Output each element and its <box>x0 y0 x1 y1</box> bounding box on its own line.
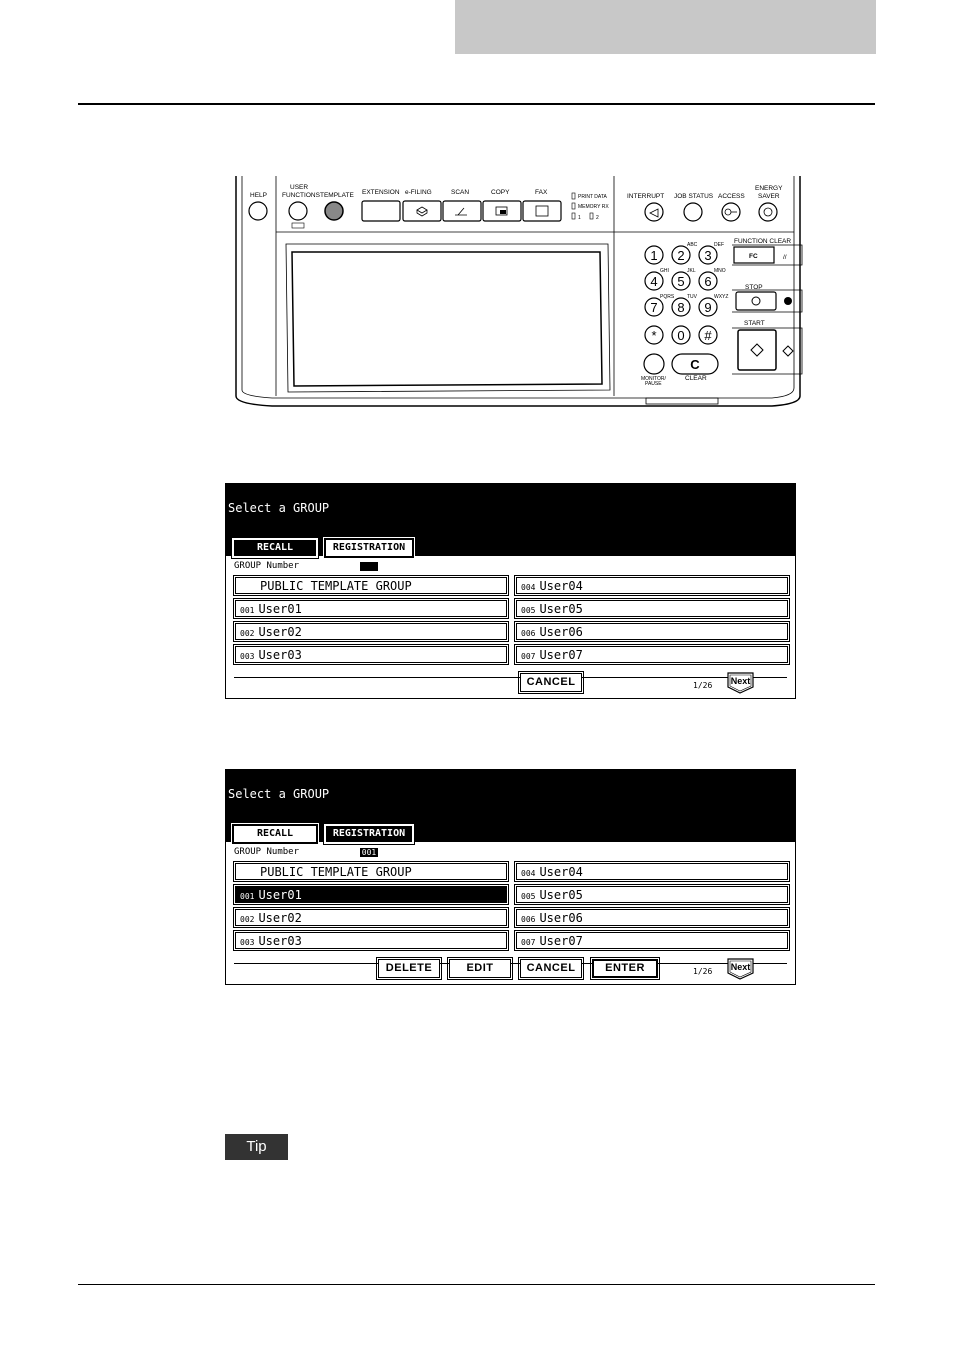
clear-label: CLEAR <box>685 375 707 382</box>
group-button[interactable] <box>235 600 507 617</box>
footer-divider <box>234 677 787 678</box>
keypad-key-letters: MNO <box>714 268 726 274</box>
tab-registration[interactable]: REGISTRATION <box>324 538 414 558</box>
group-name: User07 <box>539 648 583 662</box>
interrupt-button[interactable] <box>645 203 663 221</box>
group-name: User06 <box>539 625 583 639</box>
group-button[interactable] <box>235 646 507 663</box>
group-name: User06 <box>539 911 583 925</box>
extension-label: EXTENSION <box>362 189 400 196</box>
keypad-key-label: 4 <box>650 274 658 289</box>
group-name: User02 <box>258 625 302 639</box>
stop-button[interactable] <box>736 292 776 310</box>
svg-text:ENERGY: ENERGY <box>755 185 783 192</box>
group-number: 005 <box>521 892 536 901</box>
keypad-key-label: 5 <box>677 274 685 289</box>
clear-key-label: C <box>690 357 700 372</box>
group-number: 003 <box>240 652 255 661</box>
group-number: 005 <box>521 606 536 615</box>
group-button[interactable] <box>516 577 788 594</box>
svg-text:SAVER: SAVER <box>758 193 780 200</box>
group-number-label: GROUP Number <box>234 561 300 571</box>
group-name: User01 <box>258 602 302 616</box>
group-button[interactable] <box>516 909 788 926</box>
template-label: TEMPLATE <box>320 192 354 199</box>
group-button[interactable] <box>516 600 788 617</box>
header-rule <box>78 103 875 105</box>
line2-indicator: 2 <box>596 215 599 221</box>
interrupt-label: INTERRUPT <box>627 193 665 200</box>
help-label: HELP <box>250 192 267 199</box>
fax-button[interactable] <box>523 201 561 221</box>
keypad-key-label: 0 <box>677 328 685 343</box>
group-number: 007 <box>521 938 536 947</box>
group-button[interactable] <box>516 932 788 949</box>
tab-recall[interactable]: RECALL <box>232 824 318 844</box>
keypad-key-label: 6 <box>704 274 712 289</box>
group-number: 002 <box>240 915 255 924</box>
control-panel <box>232 174 804 410</box>
group-name: PUBLIC TEMPLATE GROUP <box>260 865 412 879</box>
group-name: User04 <box>539 865 583 879</box>
group-number: 004 <box>521 583 536 592</box>
group-number: 006 <box>521 915 536 924</box>
user-functions-button[interactable] <box>289 202 307 220</box>
keypad-key-letters: TUV <box>687 294 697 300</box>
next-label: Next <box>730 676 751 686</box>
group-number-label: GROUP Number <box>234 847 300 857</box>
efiling-button[interactable] <box>403 201 441 221</box>
svg-text:MONITOR/: MONITOR/ <box>641 376 666 382</box>
group-name: User03 <box>258 934 302 948</box>
next-button[interactable] <box>727 672 754 694</box>
recall-screen <box>225 483 796 699</box>
tip-badge: Tip <box>225 1134 288 1160</box>
group-number: 004 <box>521 869 536 878</box>
memory-rx-indicator: MEMORY RX <box>578 204 609 210</box>
keypad-key-label: # <box>704 328 712 343</box>
numeric-keypad <box>645 242 728 344</box>
group-button[interactable] <box>516 623 788 640</box>
enter-button[interactable]: ENTER <box>592 959 658 978</box>
group-name: User07 <box>539 934 583 948</box>
group-name: PUBLIC TEMPLATE GROUP <box>260 579 412 593</box>
svg-text://: // <box>783 254 787 261</box>
delete-button[interactable]: DELETE <box>378 959 440 978</box>
keypad-key-label: 7 <box>650 300 658 315</box>
group-button[interactable] <box>235 623 507 640</box>
group-name: User03 <box>258 648 302 662</box>
registration-screen <box>225 769 796 985</box>
tab-recall[interactable]: RECALL <box>232 538 318 558</box>
line1-indicator: 1 <box>578 215 581 221</box>
group-number: 007 <box>521 652 536 661</box>
keypad-key-letters: GHI <box>660 268 669 274</box>
keypad-key-label: 1 <box>650 248 658 263</box>
print-data-indicator: PRINT DATA <box>578 194 607 200</box>
keypad-key-letters: JKL <box>687 268 696 274</box>
svg-text:FUNCTIONS: FUNCTIONS <box>282 192 320 199</box>
function-clear-label: FUNCTION CLEAR <box>734 238 792 245</box>
group-name: User05 <box>539 888 583 902</box>
group-number-field[interactable] <box>360 562 378 571</box>
footer-rule <box>78 1284 875 1285</box>
group-number: 002 <box>240 629 255 638</box>
efiling-label: e-FILING <box>405 189 432 196</box>
access-label: ACCESS <box>718 193 745 200</box>
next-label: Next <box>730 962 751 972</box>
fc-label: FC <box>749 253 758 260</box>
stop-label: STOP <box>745 284 763 291</box>
monitor-pause-button[interactable] <box>644 354 664 374</box>
group-name: User04 <box>539 579 583 593</box>
tab-registration[interactable]: REGISTRATION <box>324 824 414 844</box>
keypad-key-label: 8 <box>677 300 685 315</box>
keypad-key-letters: ABC <box>687 242 698 248</box>
screen-title: Select a GROUP <box>228 787 330 801</box>
public-template-group-button[interactable] <box>235 577 507 594</box>
keypad-key-label: * <box>651 328 657 343</box>
chapter-header-box <box>455 0 876 54</box>
group-button[interactable] <box>516 863 788 880</box>
group-button[interactable] <box>235 886 507 903</box>
group-number: 006 <box>521 629 536 638</box>
group-number-field[interactable]: 001 <box>361 848 377 857</box>
screen-title: Select a GROUP <box>228 501 330 515</box>
template-button[interactable] <box>325 202 343 220</box>
page-indicator: 1/26 <box>693 681 713 690</box>
copy-label: COPY <box>491 189 510 196</box>
group-name: User05 <box>539 602 583 616</box>
keypad-key-label: 2 <box>677 248 685 263</box>
scan-button[interactable] <box>443 201 481 221</box>
help-button[interactable] <box>249 202 267 220</box>
group-number: 001 <box>240 892 255 901</box>
edit-button[interactable]: EDIT <box>449 959 511 978</box>
job-status-label: JOB STATUS <box>674 193 714 200</box>
group-button[interactable] <box>516 886 788 903</box>
next-button[interactable] <box>727 958 754 980</box>
group-button[interactable] <box>235 909 507 926</box>
group-number: 001 <box>240 606 255 615</box>
group-name: User01 <box>258 888 302 902</box>
group-button[interactable] <box>516 646 788 663</box>
keypad-key-letters: DEF <box>714 242 724 248</box>
energy-saver-button[interactable] <box>759 203 777 221</box>
start-button[interactable] <box>738 330 776 370</box>
group-number: 003 <box>240 938 255 947</box>
svg-text:USER: USER <box>290 184 309 191</box>
scan-label: SCAN <box>451 189 470 196</box>
group-button[interactable] <box>235 932 507 949</box>
keypad-key-letters: PQRS <box>660 294 675 300</box>
keypad-key-letters: WXYZ <box>714 294 729 300</box>
start-label: START <box>744 320 765 327</box>
keypad-key-label: 9 <box>704 300 712 315</box>
cancel-button[interactable]: CANCEL <box>520 673 582 692</box>
svg-text:PAUSE: PAUSE <box>645 381 662 387</box>
cancel-button[interactable]: CANCEL <box>520 959 582 978</box>
public-template-group-button[interactable] <box>235 863 507 880</box>
keypad-key-label: 3 <box>704 248 712 263</box>
fax-label: FAX <box>535 189 548 196</box>
extension-button[interactable] <box>362 201 400 221</box>
job-status-button[interactable] <box>684 203 702 221</box>
page-indicator: 1/26 <box>693 967 713 976</box>
group-name: User02 <box>258 911 302 925</box>
